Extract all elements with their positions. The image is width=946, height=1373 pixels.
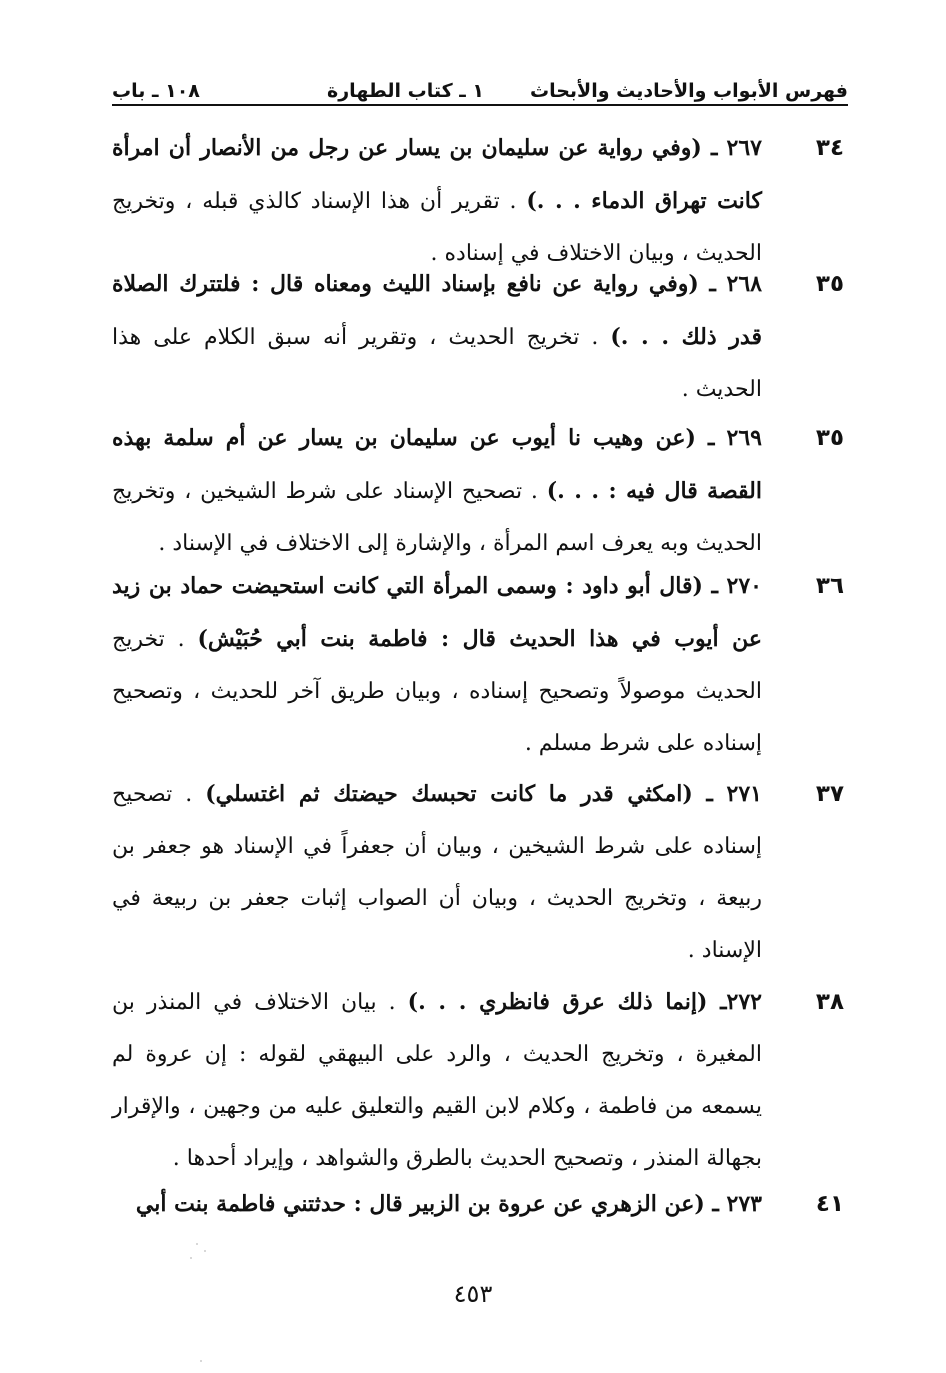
header-rule <box>112 104 848 106</box>
entry-commentary: . تصحيح الإسناد على شرط الشيخين ، وتخريج الحديث وبه يعرف اسم المرأة ، والإشارة إلى الاختلاف في الإسناد . <box>112 479 762 556</box>
entry-quote: ٢٦٩ ـ (عن وهيب نا أيوب عن سليمان بن يسار عن أم سلمة بهذه القصة قال فيه : . . .) <box>112 425 762 504</box>
entry-text <box>112 976 762 1185</box>
entry-page-number: ٣٨ <box>815 989 844 1015</box>
page-number: ٤٥٣ <box>453 1280 493 1308</box>
index-entry <box>112 412 848 560</box>
entry-text <box>112 560 762 770</box>
chapter-label: ١ ـ كتاب الطهارة <box>327 80 484 102</box>
entry-commentary: . تقرير أن هذا الإسناد كالذي قبله ، وتخريج الحديث ، وبيان الاختلاف في إسناده . <box>112 189 762 266</box>
entry-page-number: ٣٤ <box>815 135 844 161</box>
entry-page-number: ٤١ <box>815 1191 844 1217</box>
scan-speck <box>204 1250 206 1252</box>
entry-text <box>112 412 762 570</box>
running-header <box>112 66 848 102</box>
index-entry <box>112 122 848 266</box>
scan-speck <box>190 1257 192 1259</box>
entry-text <box>112 122 762 280</box>
entry-page-number: ٣٥ <box>815 271 844 297</box>
entry-text <box>112 258 762 416</box>
entry-quote: ٢٧١ ـ (امكثي قدر ما كانت تحبسك حيضتك ثم اغتسلي) <box>205 781 762 807</box>
index-title: فهرس الأبواب والأحاديث والأبحاث <box>530 80 848 102</box>
entry-text <box>112 1178 762 1231</box>
entry-quote: ٢٦٧ ـ (وفي رواية عن سليمان بن يسار عن رجل من الأنصار أن امرأة كانت تهراق الدماء . . .) <box>112 135 762 214</box>
index-entry <box>112 258 848 412</box>
entry-page-number: ٣٧ <box>815 781 844 807</box>
entry-page-number: ٣٥ <box>815 425 844 451</box>
index-entry <box>112 560 848 768</box>
section-label: ١٠٨ ـ باب <box>112 80 200 102</box>
index-entry <box>112 1178 848 1238</box>
index-entry <box>112 976 848 1178</box>
entry-commentary: . تخريج الحديث ، وتقرير أنه سبق الكلام على هذا الحديث . <box>112 325 762 402</box>
entry-commentary: . تصحيح إسناده على شرط الشيخين ، وبيان أن جعفراً في الإسناد هو جعفر بن ربيعة ، وتخريج الحديث ، وبيان أن الصواب إثبات جعفر بن ربيعة في الإسناد . <box>112 782 762 963</box>
entry-commentary: . تخريج الحديث موصولاً وتصحيح إسناده ، وبيان طريق آخر للحديث ، وتصحيح إسناده على شرط مسلم . <box>112 627 762 756</box>
entry-text <box>112 768 762 977</box>
entry-quote: ٢٦٨ ـ (وفي رواية عن نافع بإسناد الليث ومعناه قال : فلتترك الصلاة قدر ذلك . . .) <box>112 271 762 350</box>
entry-quote: ٢٧٣ ـ (عن الزهري عن عروة بن الزبير قال : حدثتني فاطمة بنت أبي <box>135 1191 762 1217</box>
scan-speck <box>200 1360 202 1362</box>
entry-commentary: . بيان الاختلاف في المنذر بن المغيرة ، وتخريج الحديث ، والرد على البيهقي لقوله : إن عروة لم يسمعه من فاطمة ، وكلام لابن القيم والتعليق عليه من وجهين ، والإقرار بجهالة المنذر ، وتصحيح الحديث بالطرق والشواهد ، وإيراد أحدها . <box>112 990 762 1171</box>
index-entries <box>112 122 848 1238</box>
scan-speck <box>196 1243 198 1245</box>
entry-quote: ٢٧٢ـ (إنما ذلك عرق فانظري . . .) <box>407 989 762 1015</box>
index-entry <box>112 768 848 976</box>
entry-page-number: ٣٦ <box>815 573 844 599</box>
entry-quote: ٢٧٠ ـ (قال أبو داود : وسمى المرأة التي كانت استحيضت حماد بن زيد عن أيوب في هذا الحديث قال : فاطمة بنت أبي حُبَيْش) <box>112 573 762 652</box>
